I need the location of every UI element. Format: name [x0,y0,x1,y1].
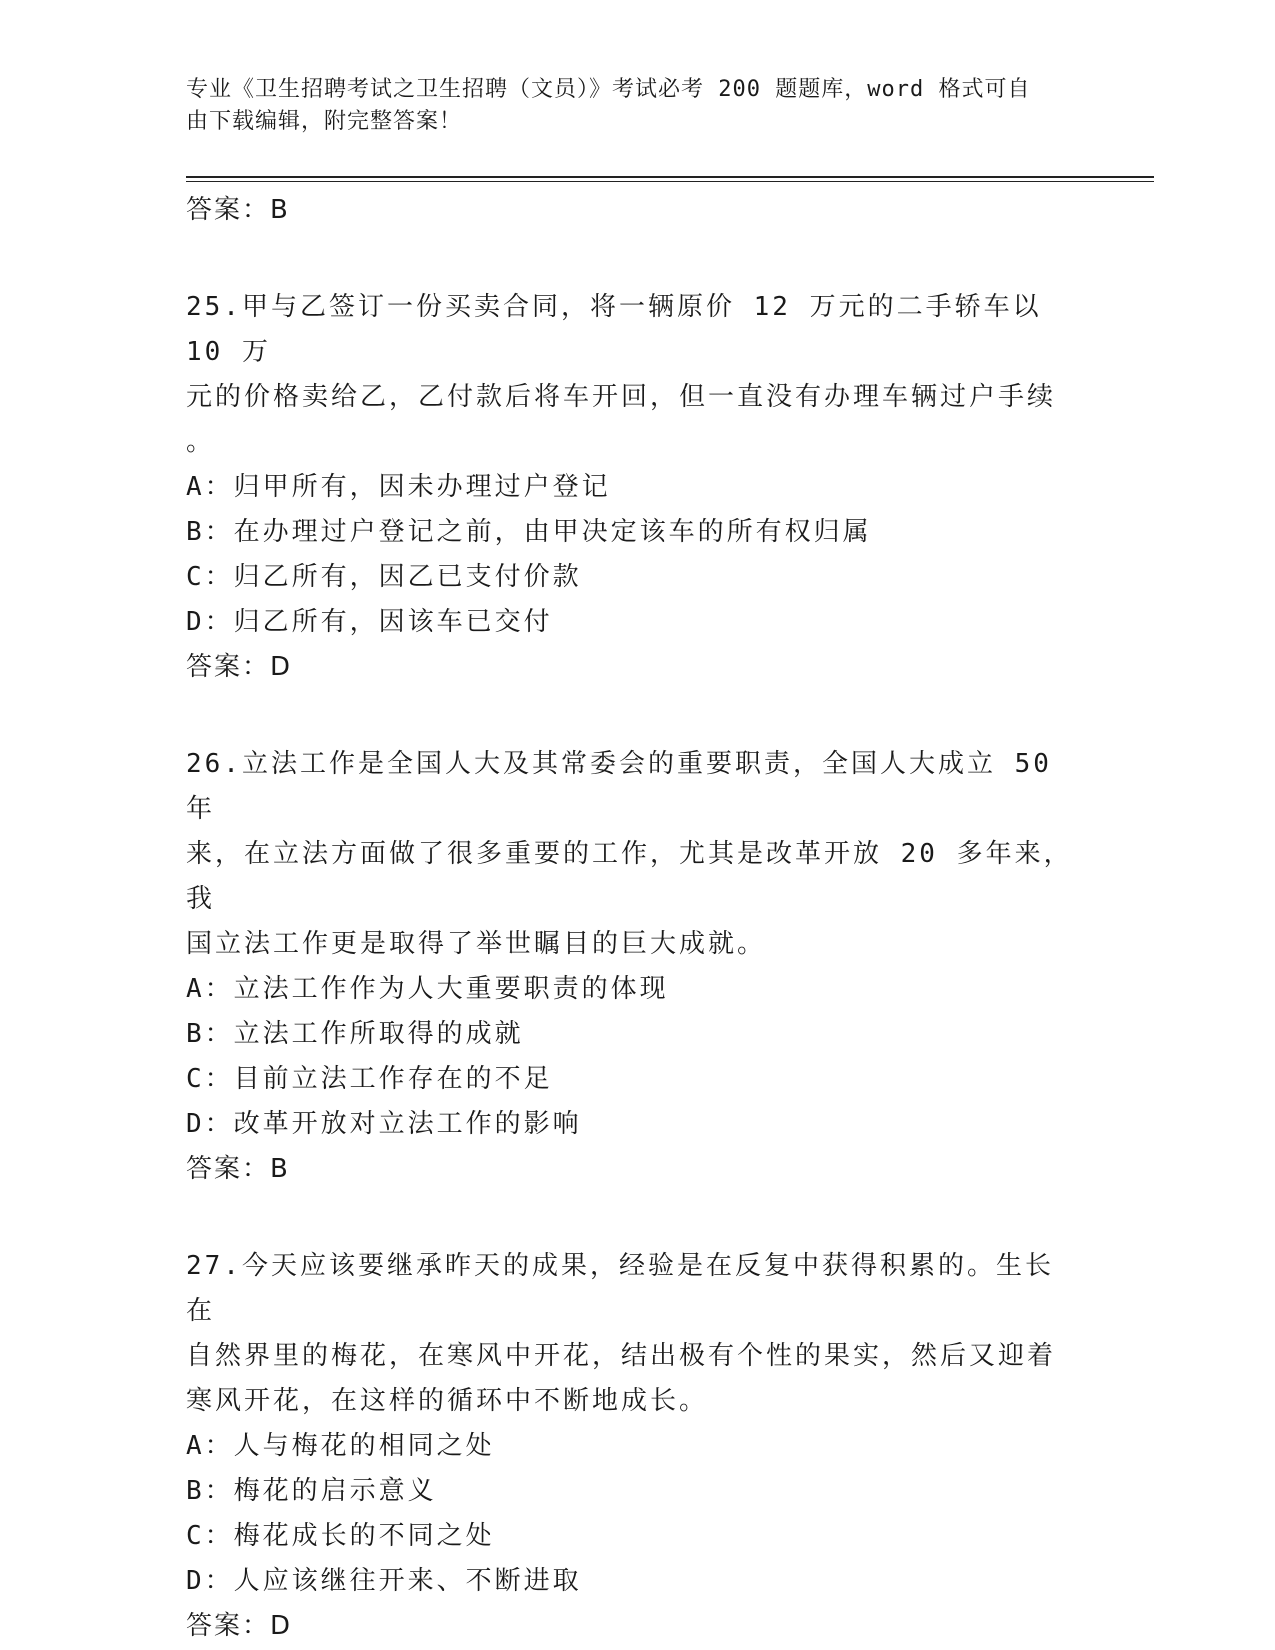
question-list [186,188,1076,1649]
question-25 [186,285,1076,690]
option-b: B：在办理过户登记之前，由甲决定该车的所有权归属 [186,517,872,547]
option-d: D：改革开放对立法工作的影响 [186,1109,582,1139]
stem-line: 。 [186,427,216,457]
stem-line: 27.今天应该要继承昨天的成果，经验是在反复中获得积累的。生长在 [186,1251,1054,1326]
header-line-2: 由下载编辑，附完整答案！ [186,109,463,134]
question-stem [186,742,1076,967]
option-c: C：归乙所有，因乙已支付价款 [186,562,582,592]
header-line-1: 专业《卫生招聘考试之卫生招聘（文员）》考试必考 200 题题库，word 格式可自 [186,77,1031,102]
answer: 答案：D [186,1611,293,1641]
header-divider [186,176,1154,182]
question-stem [186,1244,1076,1424]
document-header-note [186,74,1066,138]
option-b: B：立法工作所取得的成就 [186,1019,524,1049]
stem-line: 元的价格卖给乙，乙付款后将车开回，但一直没有办理车辆过户手续 [186,382,1057,412]
answer: 答案：B [186,1154,290,1184]
option-a: A：归甲所有，因未办理过户登记 [186,472,611,502]
stem-line: 寒风开花，在这样的循环中不断地成长。 [186,1386,709,1416]
option-c: C：目前立法工作存在的不足 [186,1064,553,1094]
option-a: A：立法工作作为人大重要职责的体现 [186,974,669,1004]
question-stem [186,285,1076,465]
stem-line: 来，在立法方面做了很多重要的工作，尤其是改革开放 20 多年来，我 [186,839,1073,914]
option-d: D：归乙所有，因该车已交付 [186,607,553,637]
option-b: B：梅花的启示意义 [186,1476,437,1506]
stem-line: 26.立法工作是全国人大及其常委会的重要职责，全国人大成立 50 年 [186,749,1071,824]
option-d: D：人应该继往开来、不断进取 [186,1566,582,1596]
question-26 [186,742,1076,1192]
answer: 答案：D [186,652,293,682]
question-27 [186,1244,1076,1649]
previous-answer: 答案：B [186,195,290,225]
option-c: C：梅花成长的不同之处 [186,1521,495,1551]
stem-line: 25.甲与乙签订一份买卖合同，将一辆原价 12 万元的二手轿车以 10 万 [186,292,1061,367]
stem-line: 国立法工作更是取得了举世瞩目的巨大成就。 [186,929,767,959]
stem-line: 自然界里的梅花，在寒风中开花，结出极有个性的果实，然后又迎着 [186,1341,1057,1371]
option-a: A：人与梅花的相同之处 [186,1431,495,1461]
